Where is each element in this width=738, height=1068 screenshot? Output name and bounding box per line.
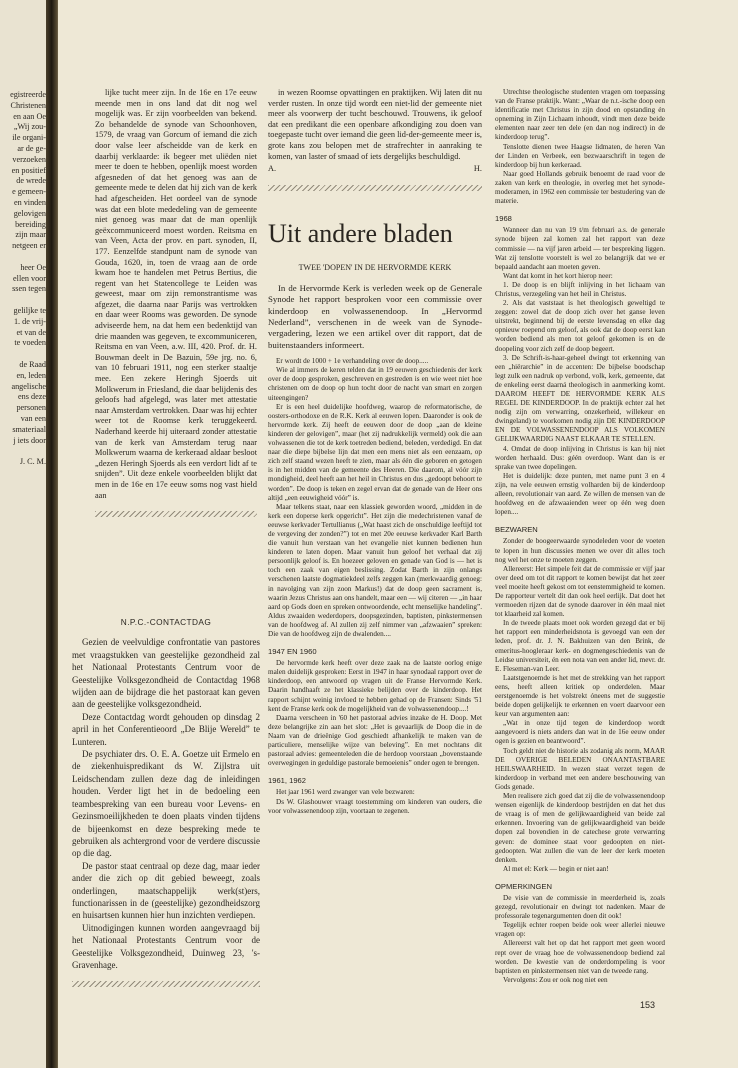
left-page-fragment-line: [0, 295, 46, 306]
left-page-fragment-line: j iets door: [13, 435, 46, 445]
column-2: [268, 88, 482, 816]
subheading-1968: 1968: [495, 214, 512, 224]
left-page-fragment-line: [0, 446, 46, 457]
col2-body-4: Maar telkens staat, naar een klassiek geworden woord, „midden in de kerk een doperse kerk opgericht”. Het zijn die medechristenen vanaf de eeuwse kerkvader Tertullianus („Wat haast zich de onschuldige leeftijd tot de vergeving der zonden?”) tot en met 20e eeuwse kerkvader Karl Barth die vanuit hun verstaan van het evangelie niet kunnen bedienen hun kinderen te laten dopen. Maar vanuit hun geloof het verhaal dat zij persoonlijk geloof is. En hoezeer geloven en genade van God is — het is toch een zaak van eigen beslissing. Zodat Barth in zijn onlangs verschenen laatste dogmatiekdeel zelfs zeggen kan (merkwaardig genoeg: in navolging van zijn zoon Markus!) dat de doop geen sacrament is, waarin Jezus Christus aan ons handelt, maar een — wij citeren — „in haar aard op Gods doen en spreken ontwoordende, echt menselijke handeling”. Aldus zwaaiden wederdopers, doopsgezinden, baptisten, pinkstermensen van de hoofdweg af. Al zullen zij zelf nimmer van „afzwaaien” spreken: Die van de hoofdweg zijn de dwalenden....: [268, 502, 482, 638]
col2-intro: In de Hervormde Kerk is verleden week op de Generale Synode het rapport besproken voor een commissie over kinderdoop en volwassenendoop. In „Hervormd Nederland”, verschenen in de week van de Synode-vergadering, lezen we een artikel over dit rapport, dat de buitenstaanders informeert.: [268, 282, 482, 350]
col3-body1-1: Utrechtse theologische studenten vragen om toepassing van de Franse praktijk. Want: „Waar de n.t.-ische doop een identificatie met Christus in zijn dood en opstanding én opneming in Zijn Lichaam inhoudt, vindt men deze beide elementen naar zeer ten dele (en dan nog indirect) in de kinderdoop terug”.: [495, 88, 665, 142]
left-page-fragment-line: J. C. M.: [19, 457, 46, 467]
col3-body3-1: Zonder de boogeerwaarde synodeleden voor de voeten te lopen in hun discussies menen we over dit alles toch nog wel het onze te moeten zeggen.: [495, 537, 665, 564]
left-page-fragment-line: ar de ge-: [17, 143, 46, 153]
subheading-bezwaren: BEZWAREN: [495, 525, 538, 535]
col3-body4-3: Allereerst valt het op dat het rapport met geen woord rept over de vraag hoe de volwassenendoop bediend zal worden. De kwestie van de onderdompeling is voor baptisten en pinkstermensen niet van de tweede rang.: [495, 939, 665, 975]
col3-body2-5: 3. De Schrift-is-haar-geheel dwingt tot erkenning van een „hiërarchie” in de accenten: De bijbelse boodschap legt zulk een nadruk op verbond, volk, kerk, gemeente, dat de enkeling eerst daarná theologisch in aanmerking komt. DAAROM HEEFT DE HERVORMDE KERK ALS REGEL DE KINDERDOOP. In de praktijk echter zal het nodig zijn om verwarring, onzekerheid, willekeur en dwingeland) te voorkomen nodig zijn DE KINDERDOOP EN DE VOLWASSENENDOOP ALS VOLKOMEN GELIJKWAARDIG NAAST ELKAAR TE STELLEN.: [495, 353, 665, 444]
col2-body-1: Er wordt de 1000 + 1e verhandeling over de doop.....: [276, 357, 429, 366]
col3-body2-4: 2. Als dat vaststaat is het theologisch geweltigd te zeggen: zowel dat de doop zich over het ganse leven uitstrekt, beginnend bij de eerste levensdag en elke dag opnieuw roepend om geloof, als ook dat de doop eerst kan worden bediend als men tot geloof gekomen is en de doopeling voor zich zelf de doop begeert.: [495, 299, 665, 353]
left-page-fragment-line: netgeen er: [12, 241, 46, 251]
left-page-fragment-line: [0, 252, 46, 263]
left-page-fragment-line: ssen tegen: [12, 284, 46, 294]
left-page-fragment-line: bereiding: [15, 219, 46, 229]
article-subtitle: TWEE 'DOPEN' IN DE HERVORMDE KERK: [298, 262, 452, 272]
left-page-edge: [0, 0, 52, 1068]
col3-body2-6: 4. Omdat de doop inlijving in Christus is kan hij niet worden herhaald. Dus: géén overdoop. Want dan is er sprake van twee dopelingen.: [495, 444, 665, 471]
col2-body-3: Er is een heel duidelijke hoofdweg, waarop de reformatorische, de oosters-orthodoxe en de R.K. Kerk al eeuwen lopen. Daaronder is ook de hervormde kerk. Zij heeft de eeuwen door de doop „aan de kleine kinderen der gelovigen”, maar (het zij nadrukkelijk vermeld) ook die aan volwassenen die tot de kerk toetreden bediend, beleden, verdedigd. En dat naar die diepe bijbelse lijn dat men een mens niet als een eenzaam, op zich zelf staand wezen heeft te zien, maar als één die geboren en getogen is in het midden van de gemeente des Heeren. Die daarom, al vóór zijn mondigheid, deel heeft aan het heil in Christus en dus „gedoopt behoort te worden”. De doop is teken en zegel ervan dat de genade van de Heer ons altijd „een eeuwigheid vóór” is.: [268, 402, 482, 502]
npc-paragraph-1: Gezien de veelvuldige confrontatie van pastores met vraagstukken van geestelijke gezondheid zal het Nationaal Protestants Centrum voor de Geestelijke Volksgezondheid de Contactdag 1968 wijden aan de bijdrage die het pastoraat kan geven aan de geestelijke volksgezondheid.: [72, 637, 260, 710]
left-page-fragment-line: ens deze: [18, 392, 46, 402]
signature-right: H.: [473, 164, 482, 174]
col3-body4-4: Vervolgens: Zou er ook nog niet een: [503, 975, 608, 984]
col3-body1-3: Naar goed Hollands gebruik benoemt de raad voor de zaken van kerk en theologie, in overleg met het synode-moderamen, in 1962 een commissie ter bestudering van de materie.: [495, 169, 665, 206]
column-1-npc-section: [72, 612, 260, 995]
subheading-1947-1960: 1947 EN 1960: [268, 647, 317, 657]
ornament-divider-2: [268, 185, 482, 191]
left-page-fragment-line: [0, 349, 46, 360]
col3-body2-2: Want dat komt in het kort hierop neer:: [503, 271, 613, 280]
left-page-fragment-line: en positief: [11, 165, 46, 175]
left-page-fragment-line: zijn maar: [15, 230, 46, 240]
left-page-fragment-line: 1. de vrij-: [13, 316, 46, 326]
col2-body3-1: Het jaar 1961 werd zwanger van vele bezwaren:: [276, 788, 415, 797]
npc-paragraph-5: Uitnodigingen kunnen worden aangevraagd bij het Nationaal Protestants Centrum voor de Geestelijke Volksgezondheid, Duinweg 23, 's-Gravenhage.: [72, 922, 260, 970]
ornament-divider-bottom: [72, 981, 260, 987]
left-page-fragment-line: et van de: [16, 327, 46, 337]
left-page-fragment-line: en, leden: [16, 370, 46, 380]
col3-body3-4: Laatstgenoemde is het met de strekking van het rapport eens, heeft alleen kritiek op onderdelen. Maar eerstgenoemde is het volstrekt óneens met de suggestie beide dopen gelijkelijk te erkennen en voert daarvoor een keur van argumenten aan:: [495, 673, 665, 719]
section-heading-uit-andere-bladen: Uit andere bladen: [268, 218, 453, 248]
column-3: [495, 88, 665, 985]
column-1: [95, 88, 257, 525]
left-page-fragment-line: e gemeen-: [12, 187, 46, 197]
col2-body-2: Wie al immers de keren telden dat in 19 eeuwen geschiedenis der kerk over de doop gesproken, geschreven en gestreden is en wie weet niet hoe christenen om de doop op hun tocht door de nacht van smart en zorgen uiteengingen?: [268, 366, 482, 402]
subheading-opmerkingen: OPMERKINGEN: [495, 881, 552, 891]
npc-paragraph-3: De psychiater drs. O. E. A. Goetze uit Ermelo en de ziekenhuispredikant ds W. Zijlstra uit Leidschendam zullen deze dag de inleidingen houden. Verder ligt het in de bedoeling een teambespreking van een bureau voor Levens- en Gezinsmoeilijkheden te doen plaats vinden tijdens de bijeenkomst en deze bespreking mede te gebruiken als achtergrond voor de verdere discussie op die dag.: [72, 749, 260, 859]
author-signature: [268, 164, 482, 175]
ornament-divider: [95, 511, 257, 517]
left-page-fragment-line: en vinden: [13, 197, 46, 207]
col3-body2-3: 1. De doop is en blijft inlijving in het lichaam van Christus, verzegeling van het heil in Christus.: [495, 280, 665, 298]
col2-body2-2: Daarna verscheen in '60 het pastoraal advies inzake de H. Doop. Met deze belangrijke zin aan het slot: „Het is gevaarlijk de Doop die in de Naam van de drieënige God geschiedt afhankelijk te maken van de particuliere, menselijke wijze van beleving”. En met nochtans dit pastoraal advies: gemeenteleden die de herdoop voorstaan „bovenstaande overwegingen in geduldige pastorale bemoeienis” onder ogen te brengen.: [268, 713, 482, 768]
col3-body3-8: Al met el: Kerk — begin er niet aan!: [503, 864, 609, 873]
npc-paragraph-4: De pastor staat centraal op deze dag, maar ieder ander die zich op dit gebied beweegt, zoals onderlingen, maatschappelijk werk(st)ers, functionarissen in de (geestelijke) gezondheidszorg en huisartsen kunnen hier hun inzichten verdiepen.: [72, 860, 260, 921]
signature-left: A.: [268, 164, 277, 174]
page-number: 153: [640, 1000, 656, 1010]
left-page-fragment-line: geliljke te: [13, 305, 46, 315]
left-page-fragment-line: „Wij zou-: [13, 122, 46, 132]
col3-body2-7: Het is duidelijk: deze punten, met name punt 3 en 4 zijn, na vele eeuwen ernstig volharden bij de kinderdoop alleen, revolutionair van aard. Ze willen de mensen van de hoofdweg en de afzwaaienden weer op één weg doen lopen....: [495, 471, 665, 517]
subheading-1961-1962: 1961, 1962: [268, 776, 307, 786]
col2-body2-1: De hervormde kerk heeft over deze zaak na de laatste oorlog enige malen duidelijk gesproken: Eerst in 1947 in haar synodaal rapport over de kinderdoop, een antwoord op vragen uit de Franse Hervormde Kerk. Daarin handhaaft ze het klassieke belijden over de kinderdoop. Het rapport schijnt weinig invloed te hebben gehad op de Fransen: Sinds '51 kent de Franse kerk ook de mogelijkheid van de volwassenendoop....!: [268, 659, 482, 713]
col2-top-paragraph: in wezen Roomse opvattingen en praktijken. Wij laten dit nu verder rusten. In onze tijd wordt een niet-lid der gemeente niet meer als voorwerp der tucht beschouwd. Trouwens, ik geloof dat een predikant die een openbare afkondiging zou doen van toegepaste tucht over iemand die geen lid-der-gemeente meer is, grote kans zou belopen met de strafrechter in aanraking te komen, van laster of smaad of iets dergelijks beschuldigd.: [268, 88, 482, 161]
left-page-fragment-line: egistreerde: [10, 90, 46, 99]
col3-body3-5: „Wat in onze tijd tegen de kinderdoop wordt aangevoerd is niets anders dan wat in de 16e eeuw onder ogen is gezien en beantwoord”.: [495, 719, 665, 746]
left-page-fragment-line: en aan Oe: [13, 111, 46, 121]
col3-body3-2: Allereerst: Het simpele feit dat de commissie er vijf jaar over deed om tot dit rapport te komen bewijst dat het zeer veel moeite heeft gekost om tot eenstemmigheid te komen. De rapporteur vertelt dit dan ook heel eerlijk. Dat doet het vermoeden rijzen dat de synode daarover in één maal niet tot klaarheid zal komen.: [495, 564, 665, 619]
left-page-fragment-line: de Raad: [19, 359, 46, 369]
left-page-fragment-line: verzoeken: [12, 154, 46, 164]
col3-body3-3: In de tweede plaats moet ook worden gezegd dat er bij het rapport een minderheidsnota is gevoegd van een der leden, prof. dr. J. N. Bakhuizen van den Brink, de emeritus-hoogleraar kerk- en dogmengeschiedenis van de Leidse universiteit, én een nota van een ander lid, mevr. dr. E. Fleseman-van Leer.: [495, 619, 665, 673]
left-page-fragment-line: personen: [16, 403, 46, 413]
left-page-fragment-line: Christenen: [10, 100, 46, 110]
col3-body3-7: Men realisere zich goed dat zij die de volwassenendoop wensen eigenlijk de kinderdoop bestrijden en dat het dus de vraag is of men de gelijkwaardigheid van beide zal erkennen. Invoering van de gelijkwaardigheid van beide dopen zal bovendien in de catechese grote verwarring geven: de dominee staat voor gedoopten en niet-gedoopten. Wat zullen die van de leer der kerk moeten denken.: [495, 792, 665, 864]
left-page-fragment-line: ellen voor: [13, 273, 46, 283]
left-page-fragment-line: ile organi-: [12, 133, 46, 143]
left-page-fragments: [0, 90, 46, 468]
left-page-fragment-line: te voeden: [14, 338, 46, 348]
left-page-fragment-line: angelische: [11, 381, 46, 391]
section-title-npc: N.P.C.-CONTACTDAG: [120, 617, 212, 627]
col3-body2-1: Wanneer dan nu van 19 t/m februari a.s. de generale synode bijeen zal komen zal het rapport van deze commissie — na vijf jaren arbeid — ter bespreking liggen. Wat zij tenslotte voorstelt is wel zo belangrijk dat we er bepaald aandacht aan moeten geven.: [495, 226, 665, 271]
left-page-fragment-line: heer Oe: [20, 262, 46, 272]
left-page-fragment-line: gelovigen: [13, 208, 46, 218]
col3-body3-6: Toch geldt niet de historie als zodanig als norm, MAAR DE OVERIGE BELEDEN ONAANTASTBARE HEILSWAARHEID. In wezen staat verzet tegen de kinderdoop in verband met een andere beschouwing van Gods genade.: [495, 746, 665, 791]
col2-body3-2: Ds W. Glashouwer vraagt toestemming om kinderen van ouders, die voor volwassenendoop zijn, voortaan te zegenen.: [268, 797, 482, 815]
col3-body1-2: Tenslotte dienen twee Haagse lidmaten, de heren Van der Linden en Verbeek, een bezwaarschrift in tegen de kinderdoop bij hun kerkeraad.: [495, 142, 665, 169]
col3-body4-2: Tegelijk echter roepen beide ook weer allerlei nieuwe vragen op:: [495, 921, 665, 939]
npc-paragraph-2: Deze Contactdag wordt gehouden op dinsdag 2 april in het Conferentieoord „De Blije Wereld” te Lunteren.: [72, 711, 260, 747]
left-page-fragment-line: de wrede: [16, 176, 46, 186]
col1-paragraph: lijke tucht meer zijn. In de 16e en 17e eeuw meende men in ons land dat dit nog wel mogelijk was. Er zijn voorbeelden van bekend. Zo behandelde de synode van Schoonhoven, 1579, de vraag van Gorcum of iemand die zich door valse leer afscheidde van de kerk en daarbij verklaarde: ik begeer met uliëden niet meer te doen te hebben, openlijk moest worden afgesneden of dat het genoeg was aan de gemeente mede te delen dat hij zich van de kerk had afgescheiden. Het oordeel van de synode was dat een blote mededeling van de gemeente niet genoeg was maar dat de man openlijk geëxcommuniceerd moest worden. Reitsma en van Veen, Acta der prov. en part. synoden, II, 177. Eenzelfde standpunt nam de synode van Gouda, 1620, in, toen de vraag aan de orde kwam hoe te handelen met Petrus Bertius, die regent van het Statencollege te Leiden was geweest, maar om zijn remonstrantisme was afgezet, die daarna naar Parijs was vertrokken en daar weer Rooms was geworden. De synode adviseerde hem, na dat hem een bedenktijd van drie maanden was gegeven, te excommuniceren, Reitsma en van Veen, a.w. III, 420. Prof. dr. H. Bouwman deelt in De Bazuin, 59e jrg. no. 6, van 10 februari 1911, nog een sterker staaltje mee. Een zekere Heringh Sjoerds uit Molkwerum in Friesland, die daar belijdenis des geloofs had afgelegd, was later met attestatie naar Amsterdam vertrokken. Daar was hij echter weer tot de Roomse kerk teruggekeerd. Naderhand keerde hij uiteraard zonder attestatie van de kerk van Amsterdam terug naar Molkwerum waarna de kerkeraad aldaar besloot „dezen Heringh Sjoerds als een verdort lidt af te snijden”. Uit deze enkele voorbeelden blijkt dat men in de 16e en 17e eeuw soms nog vast hield aan: [95, 88, 257, 500]
left-page-fragment-line: smateriaal: [12, 424, 46, 434]
col3-body4-1: De visie van de commissie in meerderheid is, zoals gezegd, revolutionair en dwingt tot nadenken. Maar de professorale tegenargumenten doen dit ook!: [495, 893, 665, 921]
left-page-fragment-line: van een: [20, 413, 46, 423]
